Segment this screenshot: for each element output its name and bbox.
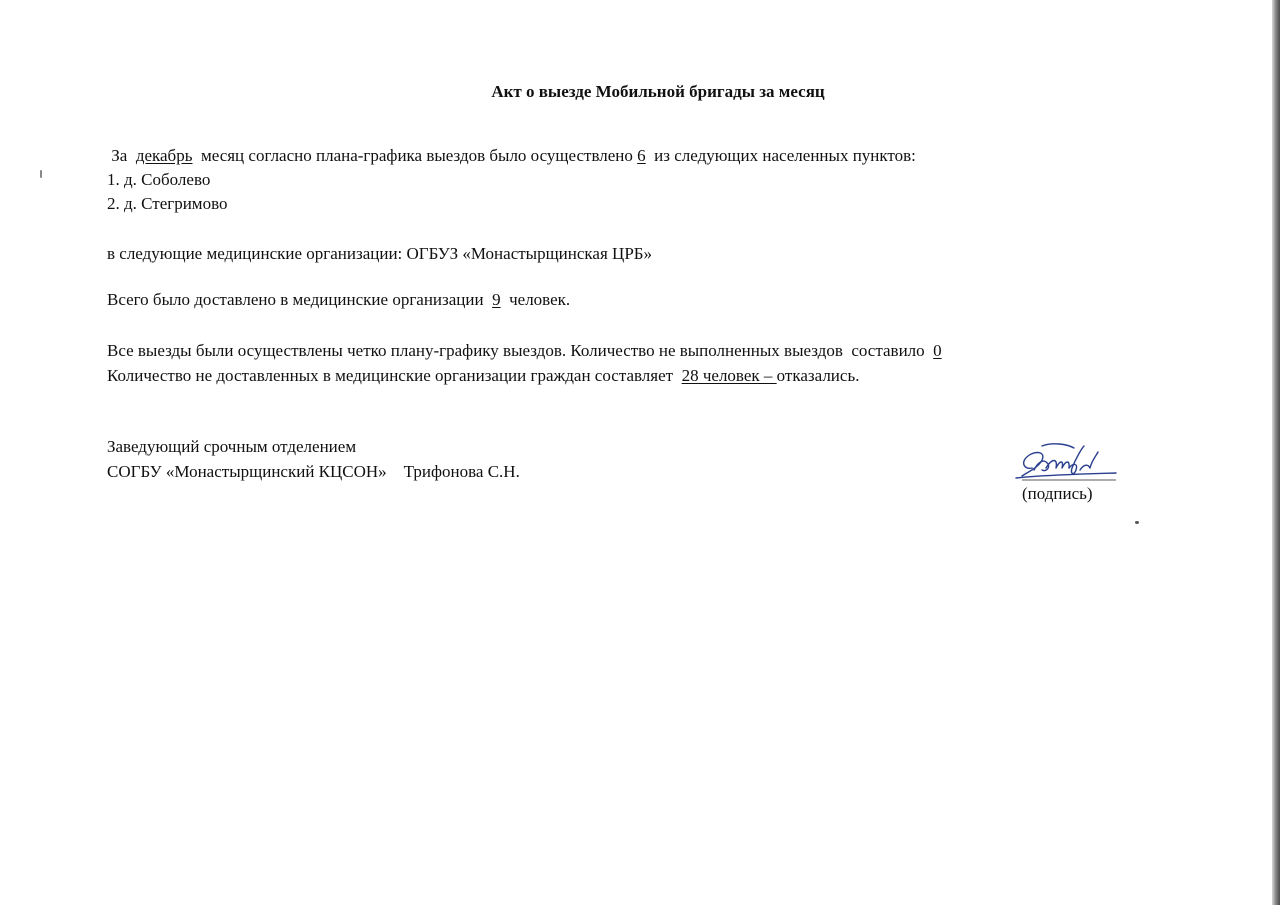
scan-speck [1135,521,1139,524]
not-completed-count-field: 0 [933,341,942,360]
not-delivered-suffix: отказались. [776,366,860,385]
delivered-prefix: Всего было доставлено в медицинские организации [107,290,493,309]
not-completed-prefix: Все выезды были осуществлены четко плану-графику выездов. Количество не выполненных выездов составило [107,341,934,360]
not-delivered-prefix: Количество не доставленных в медицинские организации граждан составляет [107,366,682,385]
settlement-item: 1. д. Соболево [107,170,211,189]
month-field: декабрь [135,146,193,165]
signatory-name: Трифонова С.Н. [403,462,520,481]
delivered-suffix: человек. [500,290,571,309]
settlement-item: 2. д. Стегримово [107,194,228,213]
delivered-count-field: 9 [492,290,501,309]
signatory-org: СОГБУ «Монастырщинский КЦСОН» [107,462,387,481]
organizations-line: в следующие медицинские организации: ОГБУЗ «Монастырщинская ЦРБ» [107,244,653,263]
intro-line [107,145,916,167]
intro-prefix: За [107,146,136,165]
trips-count-field: 6 [637,146,646,165]
scan-edge [1272,0,1280,905]
not-delivered-line [107,365,859,387]
intro-mid: месяц согласно плана-графика выездов было осуществлено [192,146,638,165]
not-completed-line [107,340,942,362]
scan-speck [40,170,42,178]
signatory-position: Заведующий срочным отделением [107,437,357,456]
intro-suffix: из следующих населенных пунктов: [645,146,916,165]
signatory-line [107,461,520,483]
signatory-gap [387,462,404,481]
not-delivered-count-field: 28 человек – [681,366,777,385]
signature-caption: (подпись) [1022,484,1093,503]
document-title: Акт о выезде Мобильной бригады за месяц [491,82,825,101]
delivered-line [107,289,570,311]
